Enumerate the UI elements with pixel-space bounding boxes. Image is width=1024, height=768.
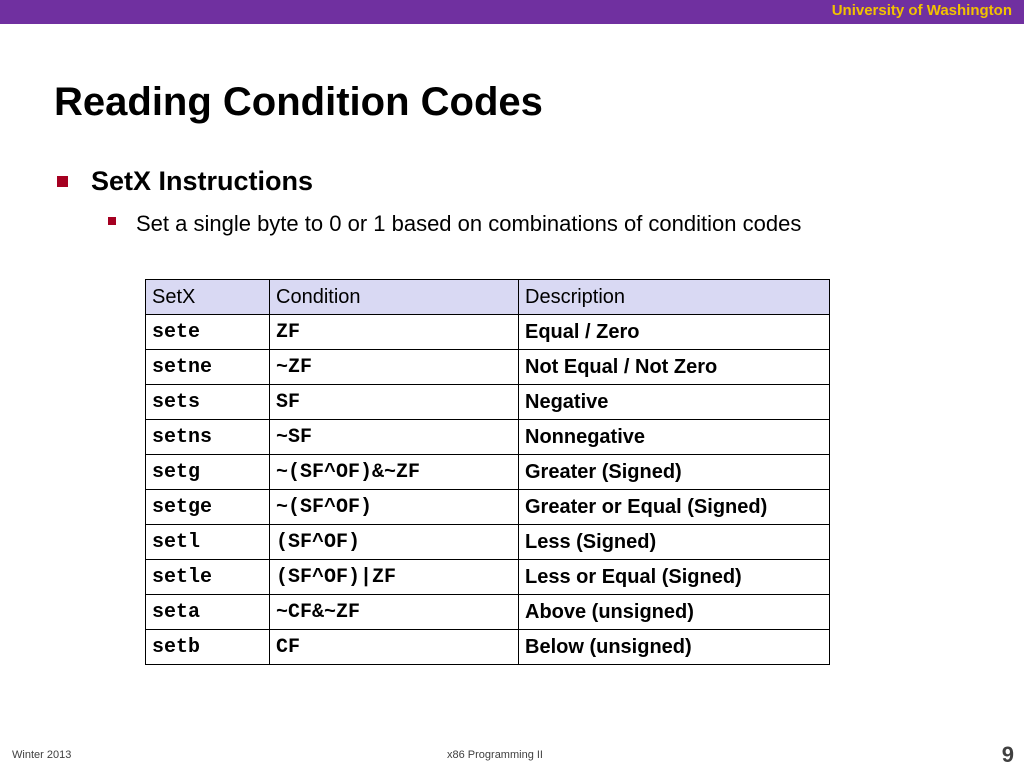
table-row: [146, 490, 830, 525]
table-row: [146, 385, 830, 420]
table-row: [146, 560, 830, 595]
condition-cell: (SF^OF): [270, 525, 519, 560]
description-cell: Not Equal / Not Zero: [519, 350, 830, 385]
table-header-row: [146, 280, 830, 315]
footer-term: Winter 2013: [12, 749, 72, 761]
table-row: [146, 595, 830, 630]
setx-instruction-cell: sets: [146, 385, 270, 420]
setx-table: [145, 279, 830, 665]
bullet-text: SetX Instructions: [91, 165, 314, 196]
setx-instruction-cell: setns: [146, 420, 270, 455]
column-header-condition: Condition: [270, 280, 519, 315]
setx-instruction-cell: setb: [146, 630, 270, 665]
setx-instruction-cell: setg: [146, 455, 270, 490]
condition-cell: ~ZF: [270, 350, 519, 385]
sub-bullet-text: Set a single byte to 0 or 1 based on combinations of condition codes: [136, 211, 802, 236]
table-row: [146, 350, 830, 385]
setx-instruction-cell: sete: [146, 315, 270, 350]
table-body: [146, 315, 830, 665]
table-row: [146, 630, 830, 665]
condition-cell: ~(SF^OF)&~ZF: [270, 455, 519, 490]
condition-cell: SF: [270, 385, 519, 420]
square-bullet-icon: [108, 217, 116, 225]
footer-course-title: x86 Programming II: [447, 749, 543, 761]
table-row: [146, 525, 830, 560]
slide-title: Reading Condition Codes: [54, 80, 543, 124]
condition-cell: ~(SF^OF): [270, 490, 519, 525]
column-header-setx: SetX: [146, 280, 270, 315]
setx-instruction-cell: setle: [146, 560, 270, 595]
page-number: 9: [1001, 742, 1014, 767]
description-cell: Negative: [519, 385, 830, 420]
condition-cell: ZF: [270, 315, 519, 350]
setx-instruction-cell: seta: [146, 595, 270, 630]
condition-cell: ~SF: [270, 420, 519, 455]
description-cell: Equal / Zero: [519, 315, 830, 350]
bullet-level-2: [108, 209, 801, 239]
description-cell: Above (unsigned): [519, 595, 830, 630]
setx-instruction-cell: setge: [146, 490, 270, 525]
table-row: [146, 420, 830, 455]
description-cell: Greater or Equal (Signed): [519, 490, 830, 525]
organization-name: University of Washington: [831, 2, 1012, 19]
table-row: [146, 455, 830, 490]
description-cell: Less (Signed): [519, 525, 830, 560]
description-cell: Below (unsigned): [519, 630, 830, 665]
description-cell: Nonnegative: [519, 420, 830, 455]
square-bullet-icon: [57, 176, 68, 187]
description-cell: Greater (Signed): [519, 455, 830, 490]
condition-cell: CF: [270, 630, 519, 665]
table-row: [146, 315, 830, 350]
setx-instruction-cell: setne: [146, 350, 270, 385]
setx-instruction-cell: setl: [146, 525, 270, 560]
condition-cell: (SF^OF)|ZF: [270, 560, 519, 595]
bullet-level-1: [57, 164, 313, 198]
condition-cell: ~CF&~ZF: [270, 595, 519, 630]
description-cell: Less or Equal (Signed): [519, 560, 830, 595]
column-header-description: Description: [519, 280, 830, 315]
